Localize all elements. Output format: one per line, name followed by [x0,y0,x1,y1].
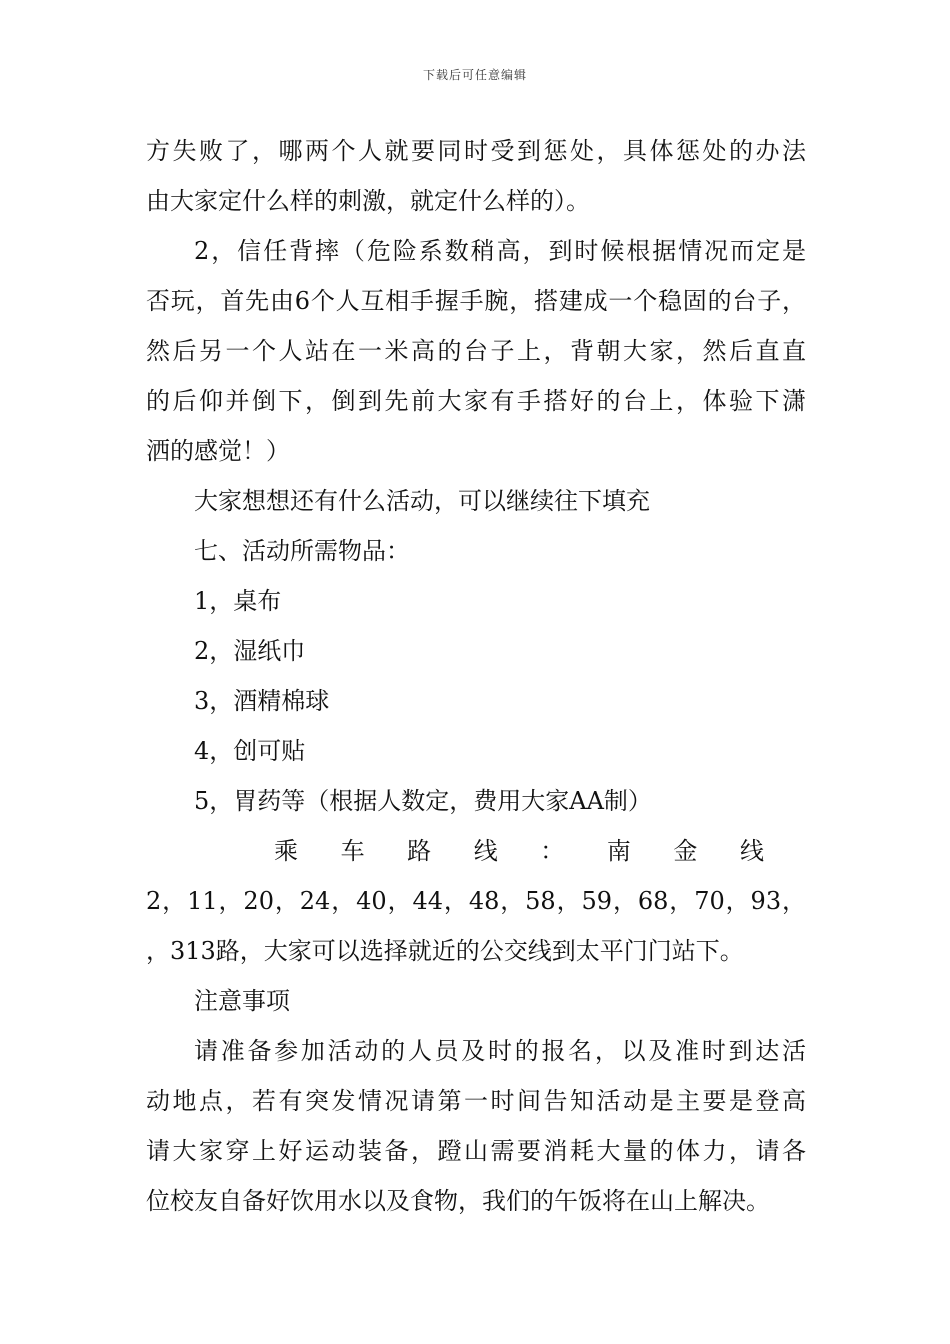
text-line: 洒的感觉！） [146,437,290,465]
section-heading: 注意事项 [194,987,290,1015]
text-line: 请准备参加活动的人员及时的报名，以及准时到达活 [194,1037,806,1065]
list-item: 2，湿纸巾 [194,637,306,665]
text-line: 的后仰并倒下，倒到先前大家有手搭好的台上，体验下潇 [146,387,806,415]
list-item: 4，创可贴 [194,737,306,765]
page-header: 下载后可任意编辑 [422,68,527,82]
section-heading: 七、活动所需物品： [194,537,410,565]
text-line: 由大家定什么样的刺激，就定什么样的）。 [146,187,590,215]
list-item: 3，酒精棉球 [194,687,330,715]
route-numbers: 2，11，20，24，40，44，48，58，59，68，70，93， [146,887,806,915]
route-heading: 乘 车 路 线 ： 南 金 线 [274,837,764,865]
list-item: 5，胃药等（根据人数定，费用大家AA制） [194,787,652,815]
text-line: 大家想想还有什么活动，可以继续往下填充 [194,487,650,515]
text-line: 方失败了，哪两个人就要同时受到惩处，具体惩处的办法 [146,137,806,165]
text-line: ，313路，大家可以选择就近的公交线到太平门门站下。 [146,937,744,965]
text-line: 位校友自备好饮用水以及食物，我们的午饭将在山上解决。 [146,1187,770,1215]
text-line: 请大家穿上好运动装备，蹬山需要消耗大量的体力，请各 [146,1137,806,1165]
list-item: 1，桌布 [194,587,282,615]
text-line: 动地点，若有突发情况请第一时间告知活动是主要是登高 [146,1087,806,1115]
text-line: 否玩，首先由6个人互相手握手腕，搭建成一个稳固的台子， [146,287,806,315]
text-line: 2，信任背摔（危险系数稍高，到时候根据情况而定是 [194,237,806,265]
text-line: 然后另一个人站在一米高的台子上，背朝大家，然后直直 [146,337,806,365]
document-body [146,126,806,1226]
